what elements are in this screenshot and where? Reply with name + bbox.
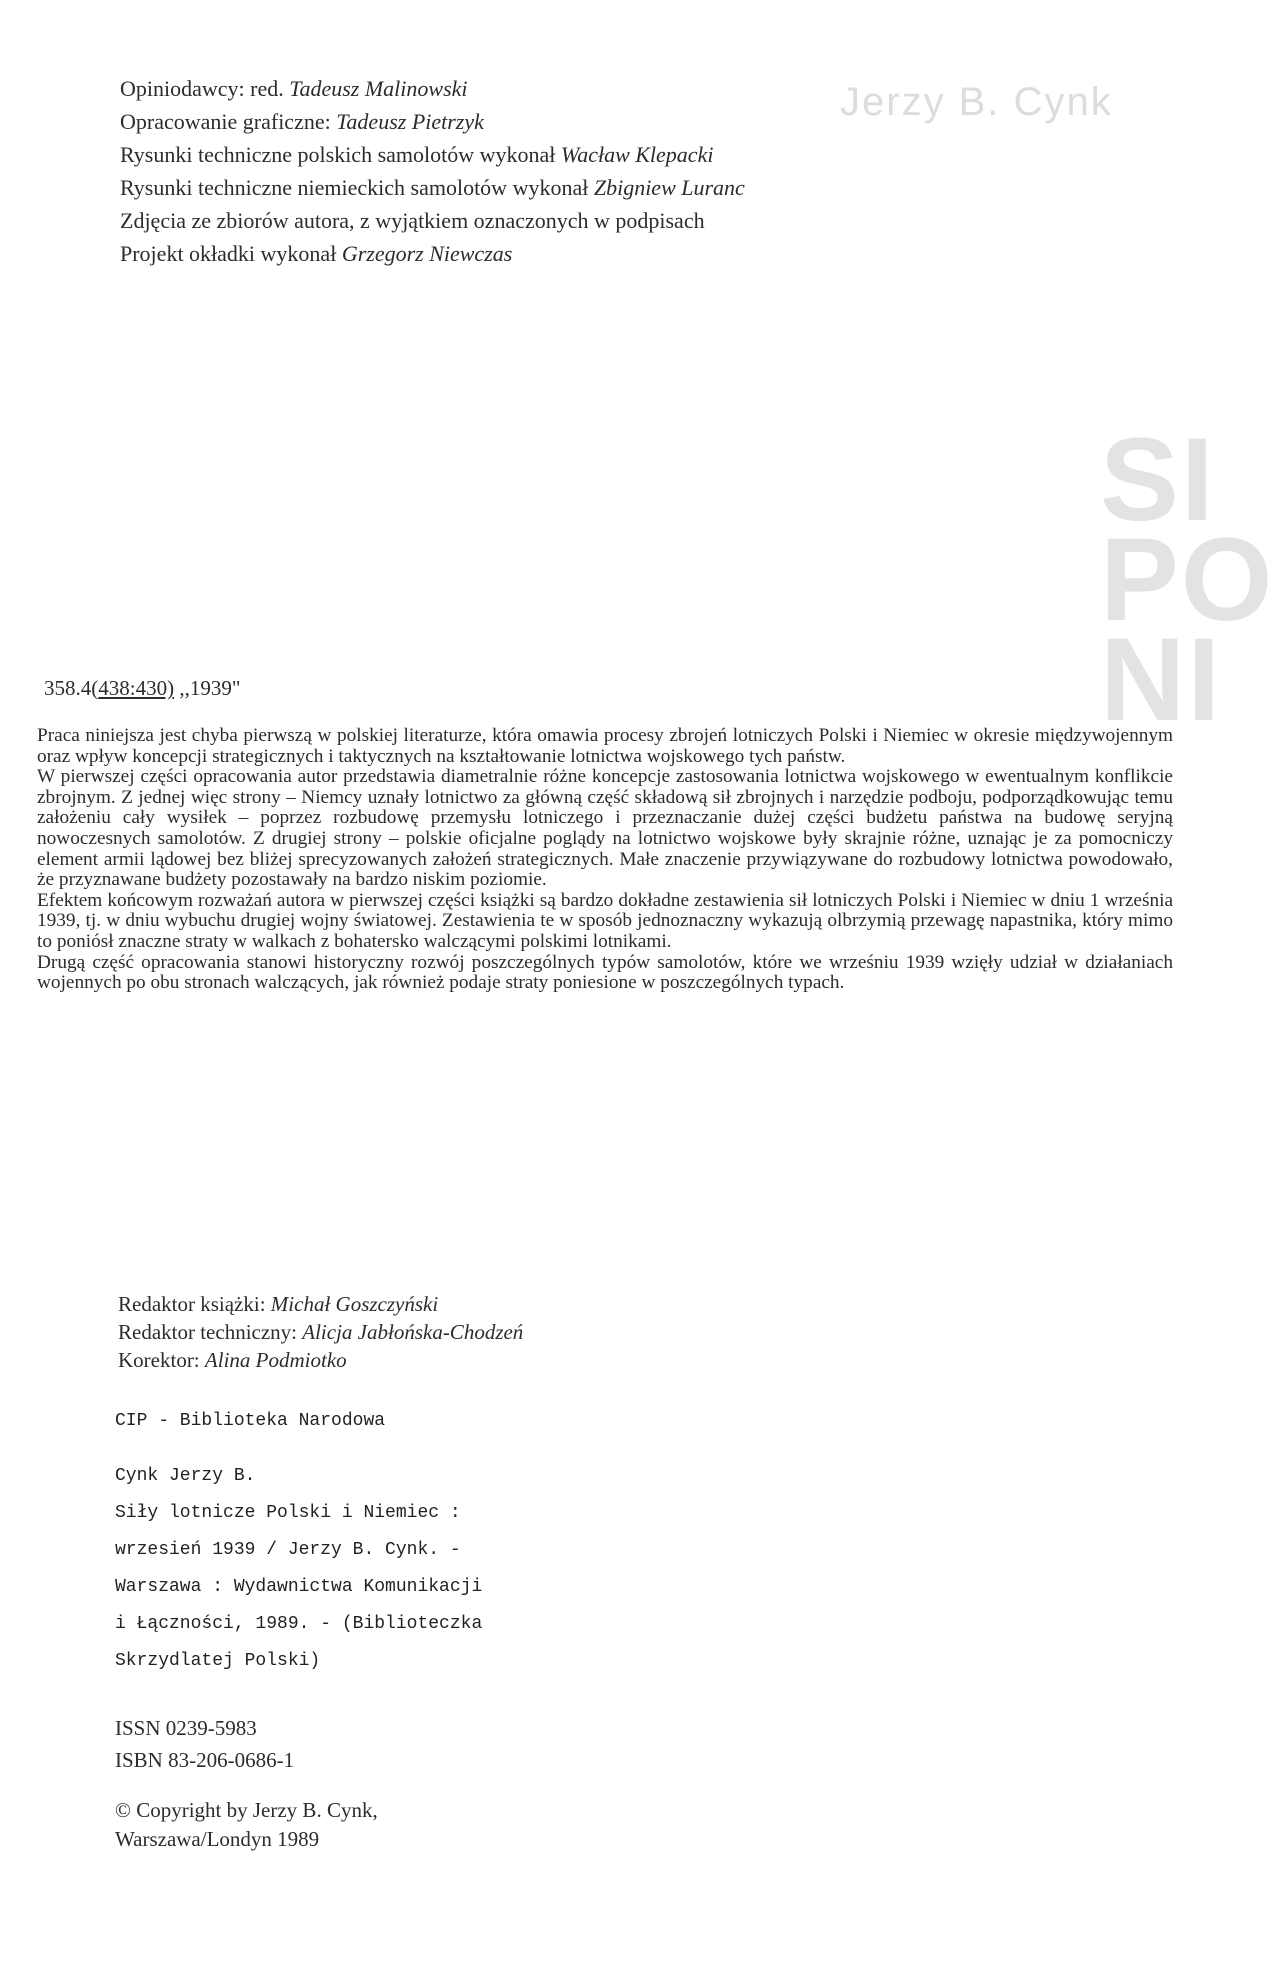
- credit-line-photos: Zdjęcia ze zbiorów autora, z wyjątkiem oznaczonych w podpisach: [120, 208, 705, 233]
- abstract-paragraph: W pierwszej części opracowania autor przedstawia diametralnie różne koncepcje zastosowania lotnictwa wojskowego w ewentualnym konflikcie zbrojnym. Z jednej więc strony – Niemcy uznały lotnictwo za główną część składową sił zbrojnych i narzędzie podboju, podporządkowując temu założeniu cały wysiłek – poprzez rozbudowę przemysłu lotniczego i przeznaczanie dużej części budżetu państwa na budowę seryjną nowoczesnych samolotów. Z drugiej strony – polskie oficjalne poglądy na lotnictwo wojskowe były skrajnie różne, uznając je za pomocniczy element armii lądowej bez bliżej sprecyzowanych założeń strategicznych. Małe znaczenie przywiązywane do rozbudowy lotnictwa powodowało, że przyznawane budżety pozostawały na bardzo niskim poziomie.: [37, 766, 1173, 891]
- cip-line: Cynk Jerzy B.: [115, 1466, 256, 1486]
- abstract-paragraph: Praca niniejsza jest chyba pierwszą w polskiej literaturze, która omawia procesy zbrojeń lotniczych Polski i Niemiec w okresie międzywojennym oraz wpływ koncepcji strategicznych i taktycznych na kształtowanie lotnictwa wojskowego tych państw.: [37, 725, 1173, 767]
- udc-classification: 358.4(438:430) ,,1939": [44, 676, 241, 700]
- copyright-section: [115, 1796, 378, 1854]
- copyright-line: © Copyright by Jerzy B. Cynk,: [115, 1798, 378, 1822]
- credits-section: [120, 72, 1020, 270]
- issn-number: ISSN 0239-5983: [115, 1716, 257, 1740]
- credit-line-reviewers: Opiniodawcy: red. Tadeusz Malinowski: [120, 76, 468, 101]
- editor-line-proofreader: Korektor: Alina Podmiotko: [118, 1348, 347, 1372]
- cip-line: Skrzydlatej Polski): [115, 1651, 321, 1671]
- abstract-paragraph: Efektem końcowym rozważań autora w pierwszej części książki są bardzo dokładne zestawienia sił lotniczych Polski i Niemiec w dniu 1 września 1939, tj. w dniu wybuchu drugiej wojny światowej. Zestawienia te w sposób jednoznaczny wykazują olbrzymią przewagę napastnika, który mimo to poniósł znaczne straty w walkach z bohatersko walczącymi polskimi lotnikami.: [37, 889, 1173, 952]
- bleed-through-title: SI PO NI: [1100, 414, 1275, 746]
- credit-line-polish-drawings: Rysunki techniczne polskich samolotów wykonał Wacław Klepacki: [120, 142, 714, 167]
- isbn-number: ISBN 83-206-0686-1: [115, 1748, 295, 1772]
- editor-line-book: Redaktor książki: Michał Goszczyński: [118, 1292, 439, 1316]
- abstract-paragraph: Drugą część opracowania stanowi historyczny rozwój poszczególnych typów samolotów, które we wrześniu 1939 wzięły udział w działaniach wojennych po obu stronach walczących, jak również podaje straty poniesione w poszczególnych typach.: [37, 951, 1173, 994]
- cip-line: wrzesień 1939 / Jerzy B. Cynk. -: [115, 1540, 461, 1560]
- copyright-place-year: Warszawa/Londyn 1989: [115, 1827, 320, 1851]
- credit-line-cover: Projekt okładki wykonał Grzegorz Niewczas: [120, 241, 513, 266]
- bleed-through-author: Jerzy B. Cynk: [840, 80, 1113, 124]
- cip-line: i Łączności, 1989. - (Biblioteczka: [115, 1614, 483, 1634]
- identifiers-section: [115, 1712, 294, 1776]
- cip-line: Warszawa : Wydawnictwa Komunikacji: [115, 1577, 483, 1597]
- cip-line: Siły lotnicze Polski i Niemiec :: [115, 1503, 461, 1523]
- editor-line-technical: Redaktor techniczny: Alicja Jabłońska-Chodzeń: [118, 1320, 524, 1344]
- credit-line-german-drawings: Rysunki techniczne niemieckich samolotów wykonał Zbigniew Luranc: [120, 175, 745, 200]
- blank-panel: [240, 342, 895, 672]
- cip-heading: CIP - Biblioteka Narodowa: [115, 1411, 386, 1431]
- credit-line-graphic-design: Opracowanie graficzne: Tadeusz Pietrzyk: [120, 109, 484, 134]
- cip-record: [115, 1406, 482, 1680]
- editors-section: [118, 1290, 818, 1374]
- abstract-text: [37, 726, 1173, 994]
